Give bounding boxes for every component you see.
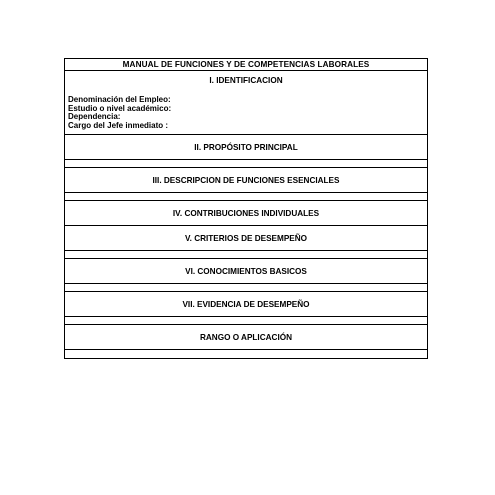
functions-manual-form xyxy=(64,58,428,359)
blank-row xyxy=(65,284,427,292)
blank-row xyxy=(65,193,427,201)
section-rango: RANGO O APLICACIÓN xyxy=(65,325,427,350)
section-criterios: V. CRITERIOS DE DESEMPEÑO xyxy=(65,226,427,251)
form-title: MANUAL DE FUNCIONES Y DE COMPETENCIAS LABORALES xyxy=(65,59,427,71)
section-contribuciones: IV. CONTRIBUCIONES INDIVIDUALES xyxy=(65,201,427,226)
field-cargo-jefe: Cargo del Jefe inmediato : xyxy=(68,120,169,130)
section-proposito: II. PROPÓSITO PRINCIPAL xyxy=(65,135,427,160)
blank-row xyxy=(65,160,427,168)
blank-row xyxy=(65,251,427,259)
identification-section xyxy=(65,71,427,135)
section-conocimientos: VI. CONOCIMIENTOS BASICOS xyxy=(65,259,427,284)
field-estudio: Estudio o nivel académico: xyxy=(68,103,172,113)
blank-row xyxy=(65,350,427,358)
section-heading-identificacion: I. IDENTIFICACION xyxy=(209,75,283,85)
field-dependencia: Dependencia: xyxy=(68,112,121,122)
section-funciones: III. DESCRIPCION DE FUNCIONES ESENCIALES xyxy=(65,168,427,193)
blank-row xyxy=(65,317,427,325)
section-evidencia: VII. EVIDENCIA DE DESEMPEÑO xyxy=(65,292,427,317)
field-denominacion: Denominación del Empleo: xyxy=(68,95,171,104)
